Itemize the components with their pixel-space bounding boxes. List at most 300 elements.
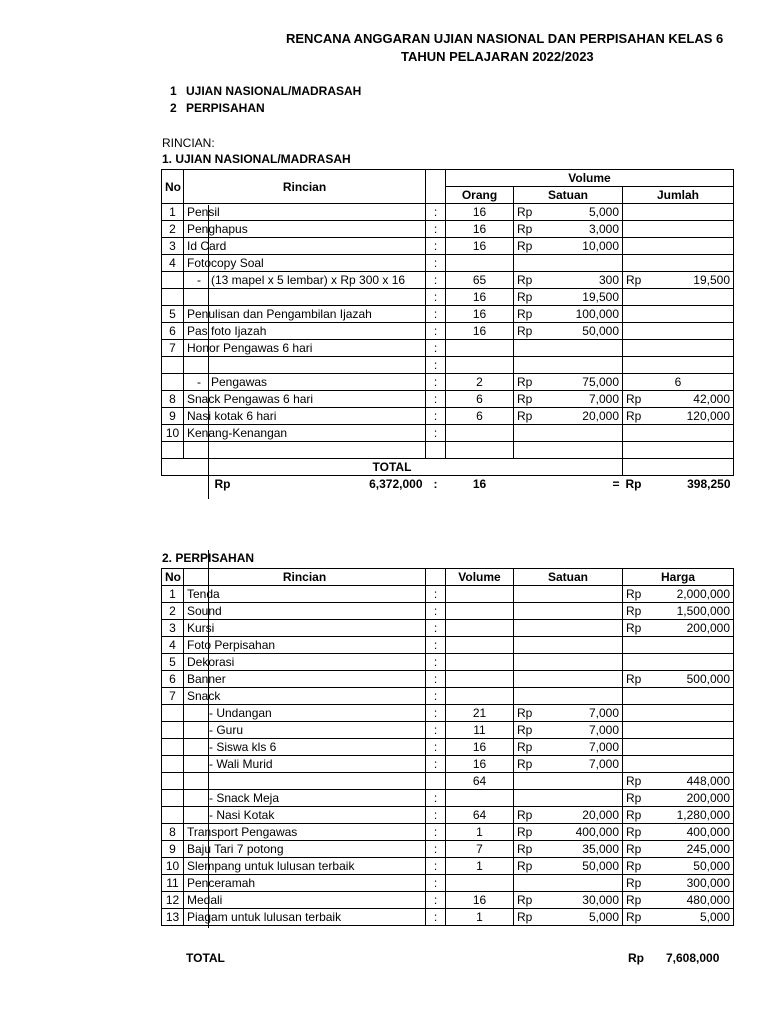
row-no: 3 bbox=[162, 620, 184, 637]
table-row bbox=[162, 255, 734, 272]
row-colon: : bbox=[426, 603, 446, 620]
section-2-total-label: TOTAL bbox=[186, 951, 225, 965]
harga-value: 500,000 bbox=[686, 672, 730, 686]
header2-no: No bbox=[162, 569, 184, 586]
row-name: Foto Perpisahan bbox=[184, 637, 426, 654]
row-name: Kenang-Kenangan bbox=[184, 425, 426, 442]
harga-rp: Rp bbox=[626, 672, 642, 686]
harga-rp: Rp bbox=[626, 859, 642, 873]
row-colon: : bbox=[426, 688, 446, 705]
row-colon: : bbox=[426, 323, 446, 340]
row-jumlah bbox=[623, 425, 734, 442]
empty-cell bbox=[162, 442, 184, 459]
row-satuan bbox=[514, 272, 623, 289]
row-colon: : bbox=[426, 204, 446, 221]
row-no bbox=[162, 272, 184, 289]
row-harga bbox=[623, 824, 734, 841]
jumlah-value: 120,000 bbox=[686, 409, 730, 423]
harga-rp: Rp bbox=[626, 587, 642, 601]
satuan-value: 5,000 bbox=[588, 205, 619, 219]
row-orang: 16 bbox=[446, 204, 514, 221]
summary-total-value: 6,372,000 bbox=[369, 477, 423, 491]
row-name-text: Pengawas bbox=[211, 375, 268, 389]
row-volume: 16 bbox=[446, 739, 514, 756]
row-sub-name: - Guru bbox=[209, 723, 244, 737]
harga-rp: Rp bbox=[626, 791, 642, 805]
row-colon: : bbox=[426, 586, 446, 603]
header2-harga: Harga bbox=[623, 569, 734, 586]
row-satuan bbox=[514, 357, 623, 374]
harga-value: 400,000 bbox=[686, 825, 730, 839]
harga-rp: Rp bbox=[626, 825, 642, 839]
row-jumlah bbox=[623, 204, 734, 221]
row-satuan bbox=[514, 586, 623, 603]
row-colon: : bbox=[426, 425, 446, 442]
row-satuan bbox=[514, 221, 623, 238]
row-orang bbox=[446, 340, 514, 357]
table-row bbox=[162, 238, 734, 255]
harga-value: 300,000 bbox=[686, 876, 730, 890]
row-no: 9 bbox=[162, 841, 184, 858]
row-satuan bbox=[514, 688, 623, 705]
row-orang: 6 bbox=[446, 408, 514, 425]
row-satuan bbox=[514, 603, 623, 620]
row-orang: 16 bbox=[446, 221, 514, 238]
row-no: 6 bbox=[162, 323, 184, 340]
header-rincian: Rincian bbox=[184, 170, 426, 204]
empty-cell bbox=[514, 442, 623, 459]
per-person-value: 398,250 bbox=[687, 477, 731, 491]
row-harga bbox=[623, 807, 734, 824]
table-row bbox=[162, 892, 734, 909]
row-no: 8 bbox=[162, 824, 184, 841]
row-orang: 2 bbox=[446, 374, 514, 391]
row-harga bbox=[623, 603, 734, 620]
satuan-value: 300 bbox=[598, 273, 619, 287]
row-colon: : bbox=[426, 739, 446, 756]
satuan-rp: Rp bbox=[517, 740, 533, 754]
row-no: 4 bbox=[162, 637, 184, 654]
row-name: Piagam untuk lulusan terbaik bbox=[184, 909, 426, 926]
doc-subtitle: TAHUN PELAJARAN 2022/2023 bbox=[401, 49, 594, 64]
satuan-rp: Rp bbox=[517, 392, 533, 406]
satuan-value: 7,000 bbox=[588, 392, 619, 406]
row-colon: : bbox=[426, 255, 446, 272]
satuan-value: 50,000 bbox=[582, 324, 619, 338]
satuan-rp: Rp bbox=[517, 706, 533, 720]
row-satuan bbox=[514, 875, 623, 892]
row-harga bbox=[623, 892, 734, 909]
row-no bbox=[162, 739, 184, 756]
row-name bbox=[184, 790, 426, 807]
table-row bbox=[162, 773, 734, 790]
row-satuan bbox=[514, 306, 623, 323]
harga-rp: Rp bbox=[626, 876, 642, 890]
table-row bbox=[162, 221, 734, 238]
row-harga bbox=[623, 875, 734, 892]
stray-line-1 bbox=[208, 205, 209, 499]
empty-cell bbox=[184, 442, 426, 459]
harga-value: 245,000 bbox=[686, 842, 730, 856]
satuan-value: 30,000 bbox=[582, 893, 619, 907]
row-colon: : bbox=[426, 807, 446, 824]
satuan-rp: Rp bbox=[517, 290, 533, 304]
section-1-table bbox=[161, 169, 734, 492]
summary-eq: = bbox=[612, 477, 620, 491]
row-satuan bbox=[514, 824, 623, 841]
harga-value: 50,000 bbox=[693, 859, 730, 873]
harga-value: 1,500,000 bbox=[676, 604, 730, 618]
row-sub-name: - Siswa kls 6 bbox=[209, 740, 277, 754]
row-no: 4 bbox=[162, 255, 184, 272]
empty-cell bbox=[162, 476, 184, 493]
row-name-text: (13 mapel x 5 lembar) x Rp 300 x 16 bbox=[211, 273, 406, 287]
satuan-value: 7,000 bbox=[588, 757, 619, 771]
row-harga bbox=[623, 671, 734, 688]
item-1-no: 1 bbox=[170, 84, 177, 98]
satuan-value: 5,000 bbox=[588, 910, 619, 924]
row-name: Snack Pengawas 6 hari bbox=[184, 391, 426, 408]
harga-value: 2,000,000 bbox=[676, 587, 730, 601]
row-jumlah bbox=[623, 255, 734, 272]
satuan-rp: Rp bbox=[517, 910, 533, 924]
row-satuan bbox=[514, 340, 623, 357]
jumlah-value: 42,000 bbox=[693, 392, 730, 406]
item-1-label: UJIAN NASIONAL/MADRASAH bbox=[186, 84, 362, 98]
row-colon: : bbox=[426, 272, 446, 289]
row-volume: 1 bbox=[446, 824, 514, 841]
header-volume: Volume bbox=[446, 170, 734, 187]
satuan-value: 75,000 bbox=[582, 375, 619, 389]
row-name: Transport Pengawas bbox=[184, 824, 426, 841]
row-name: Penceramah bbox=[184, 875, 426, 892]
row-no: 13 bbox=[162, 909, 184, 926]
row-jumlah bbox=[623, 340, 734, 357]
header2-rincian: Rincian bbox=[184, 569, 426, 586]
row-colon: : bbox=[426, 306, 446, 323]
table-row bbox=[162, 739, 734, 756]
row-satuan bbox=[514, 289, 623, 306]
row-satuan bbox=[514, 255, 623, 272]
jumlah-value: 19,500 bbox=[693, 273, 730, 287]
row-no: 3 bbox=[162, 238, 184, 255]
row-name bbox=[184, 272, 426, 289]
table-row bbox=[162, 875, 734, 892]
row-harga bbox=[623, 688, 734, 705]
row-volume: 16 bbox=[446, 756, 514, 773]
row-satuan bbox=[514, 739, 623, 756]
satuan-rp: Rp bbox=[517, 808, 533, 822]
satuan-rp: Rp bbox=[517, 307, 533, 321]
section-2-table bbox=[161, 568, 734, 926]
table-row bbox=[162, 671, 734, 688]
row-no: 5 bbox=[162, 654, 184, 671]
row-colon: : bbox=[426, 221, 446, 238]
row-satuan bbox=[514, 892, 623, 909]
row-no: 9 bbox=[162, 408, 184, 425]
row-satuan bbox=[514, 238, 623, 255]
harga-value: 200,000 bbox=[686, 791, 730, 805]
satuan-value: 50,000 bbox=[582, 859, 619, 873]
row-satuan bbox=[514, 425, 623, 442]
harga-value: 1,280,000 bbox=[676, 808, 730, 822]
harga-rp: Rp bbox=[626, 604, 642, 618]
header-jumlah: Jumlah bbox=[623, 187, 734, 204]
row-volume: 21 bbox=[446, 705, 514, 722]
row-colon: : bbox=[426, 357, 446, 374]
satuan-rp: Rp bbox=[517, 324, 533, 338]
row-satuan bbox=[514, 722, 623, 739]
empty-cell bbox=[623, 459, 734, 476]
total-row bbox=[162, 459, 734, 476]
table-row bbox=[162, 688, 734, 705]
row-colon: : bbox=[426, 391, 446, 408]
row-name: Penghapus bbox=[184, 221, 426, 238]
row-no: 12 bbox=[162, 892, 184, 909]
row-name bbox=[184, 807, 426, 824]
row-no: 7 bbox=[162, 688, 184, 705]
row-no: 1 bbox=[162, 204, 184, 221]
summary-rp: Rp bbox=[214, 477, 231, 491]
row-jumlah bbox=[623, 357, 734, 374]
table-row bbox=[162, 909, 734, 926]
satuan-rp: Rp bbox=[517, 273, 533, 287]
table-row bbox=[162, 357, 734, 374]
row-harga bbox=[623, 620, 734, 637]
satuan-rp: Rp bbox=[517, 239, 533, 253]
row-volume: 11 bbox=[446, 722, 514, 739]
stray-line-2 bbox=[208, 550, 209, 928]
row-no: 6 bbox=[162, 671, 184, 688]
row-colon: : bbox=[426, 671, 446, 688]
empty-cell bbox=[623, 442, 734, 459]
row-volume: 7 bbox=[446, 841, 514, 858]
row-name: Baju Tari 7 potong bbox=[184, 841, 426, 858]
row-satuan bbox=[514, 790, 623, 807]
satuan-rp: Rp bbox=[517, 825, 533, 839]
row-colon: : bbox=[426, 374, 446, 391]
per-person-rp: Rp bbox=[625, 477, 642, 491]
row-colon: : bbox=[426, 824, 446, 841]
row-jumlah bbox=[623, 238, 734, 255]
row-no bbox=[162, 357, 184, 374]
row-orang: 16 bbox=[446, 289, 514, 306]
table-row bbox=[162, 824, 734, 841]
satuan-rp: Rp bbox=[517, 842, 533, 856]
row-no: 8 bbox=[162, 391, 184, 408]
row-volume bbox=[446, 637, 514, 654]
row-satuan bbox=[514, 374, 623, 391]
row-name: Tenda bbox=[184, 586, 426, 603]
harga-rp: Rp bbox=[626, 842, 642, 856]
row-orang: 65 bbox=[446, 272, 514, 289]
row-satuan bbox=[514, 858, 623, 875]
row-volume: 1 bbox=[446, 909, 514, 926]
table-row bbox=[162, 620, 734, 637]
row-harga bbox=[623, 756, 734, 773]
row-satuan bbox=[514, 654, 623, 671]
table-row bbox=[162, 442, 734, 459]
table-row bbox=[162, 272, 734, 289]
section-1-heading: 1. UJIAN NASIONAL/MADRASAH bbox=[162, 152, 351, 166]
row-volume bbox=[446, 688, 514, 705]
header2-satuan: Satuan bbox=[514, 569, 623, 586]
jumlah-rp: Rp bbox=[626, 409, 642, 423]
row-no: 7 bbox=[162, 340, 184, 357]
satuan-rp: Rp bbox=[517, 859, 533, 873]
satuan-rp: Rp bbox=[517, 757, 533, 771]
satuan-rp: Rp bbox=[517, 893, 533, 907]
table-row bbox=[162, 306, 734, 323]
row-colon bbox=[426, 773, 446, 790]
satuan-value: 20,000 bbox=[582, 808, 619, 822]
row-colon: : bbox=[426, 705, 446, 722]
row-sub-name: - Snack Meja bbox=[209, 791, 280, 805]
harga-value: 448,000 bbox=[686, 774, 730, 788]
row-name: Banner bbox=[184, 671, 426, 688]
row-name: Pas foto Ijazah bbox=[184, 323, 426, 340]
row-colon: : bbox=[426, 858, 446, 875]
row-no bbox=[162, 289, 184, 306]
row-name: Id Card bbox=[184, 238, 426, 255]
satuan-value: 100,000 bbox=[575, 307, 619, 321]
rincian-label: RINCIAN: bbox=[162, 136, 215, 150]
harga-rp: Rp bbox=[626, 910, 642, 924]
row-orang: 16 bbox=[446, 306, 514, 323]
row-colon: : bbox=[426, 238, 446, 255]
row-dash: - bbox=[197, 273, 201, 287]
satuan-rp: Rp bbox=[517, 222, 533, 236]
row-name: Sound bbox=[184, 603, 426, 620]
section-1-total-label: TOTAL bbox=[162, 459, 623, 476]
section-2-total-rp: Rp bbox=[628, 951, 644, 965]
section-2-total-value: 7,608,000 bbox=[666, 951, 720, 965]
header-no: No bbox=[162, 170, 184, 204]
table-row bbox=[162, 323, 734, 340]
row-no bbox=[162, 722, 184, 739]
row-volume: 1 bbox=[446, 858, 514, 875]
row-no bbox=[162, 773, 184, 790]
row-harga bbox=[623, 858, 734, 875]
row-name bbox=[184, 739, 426, 756]
summary-colon: : bbox=[433, 477, 438, 491]
row-jumlah bbox=[623, 272, 734, 289]
table-row bbox=[162, 374, 734, 391]
table-row bbox=[162, 654, 734, 671]
row-harga bbox=[623, 705, 734, 722]
harga-value: 200,000 bbox=[686, 621, 730, 635]
row-name: Kursi bbox=[184, 620, 426, 637]
satuan-value: 20,000 bbox=[582, 409, 619, 423]
row-satuan bbox=[514, 705, 623, 722]
header-orang: Orang bbox=[446, 187, 514, 204]
row-volume: 64 bbox=[446, 773, 514, 790]
row-name: Nasi kotak 6 hari bbox=[184, 408, 426, 425]
row-name: Pensil bbox=[184, 204, 426, 221]
row-no: 11 bbox=[162, 875, 184, 892]
jumlah-rp: Rp bbox=[626, 392, 642, 406]
table-row bbox=[162, 425, 734, 442]
row-volume bbox=[446, 671, 514, 688]
harga-rp: Rp bbox=[626, 621, 642, 635]
table-row bbox=[162, 756, 734, 773]
row-harga bbox=[623, 790, 734, 807]
satuan-rp: Rp bbox=[517, 409, 533, 423]
row-no: 10 bbox=[162, 858, 184, 875]
row-satuan bbox=[514, 408, 623, 425]
row-satuan bbox=[514, 391, 623, 408]
table-row bbox=[162, 790, 734, 807]
table-row bbox=[162, 841, 734, 858]
row-colon: : bbox=[426, 637, 446, 654]
satuan-value: 7,000 bbox=[588, 740, 619, 754]
row-name bbox=[184, 722, 426, 739]
row-name: Dekorasi bbox=[184, 654, 426, 671]
row-harga bbox=[623, 739, 734, 756]
row-no bbox=[162, 790, 184, 807]
table-row bbox=[162, 603, 734, 620]
row-colon: : bbox=[426, 790, 446, 807]
row-name: Slempang untuk lulusan terbaik bbox=[184, 858, 426, 875]
row-satuan bbox=[514, 671, 623, 688]
row-harga bbox=[623, 586, 734, 603]
section-2-heading: 2. PERPISAHAN bbox=[162, 551, 255, 565]
row-name bbox=[184, 773, 426, 790]
row-satuan bbox=[514, 204, 623, 221]
row-no bbox=[162, 756, 184, 773]
row-sub-name: - Wali Murid bbox=[209, 757, 273, 771]
row-name bbox=[184, 357, 426, 374]
row-volume: 16 bbox=[446, 892, 514, 909]
row-harga bbox=[623, 773, 734, 790]
row-harga bbox=[623, 841, 734, 858]
row-jumlah bbox=[623, 306, 734, 323]
row-volume bbox=[446, 620, 514, 637]
row-volume bbox=[446, 875, 514, 892]
summary-total bbox=[184, 476, 426, 493]
row-no: 5 bbox=[162, 306, 184, 323]
row-name bbox=[184, 374, 426, 391]
row-no bbox=[162, 807, 184, 824]
row-satuan bbox=[514, 620, 623, 637]
row-colon: : bbox=[426, 620, 446, 637]
row-satuan bbox=[514, 637, 623, 654]
harga-rp: Rp bbox=[626, 893, 642, 907]
row-satuan bbox=[514, 773, 623, 790]
summary-orang: 16 bbox=[472, 477, 487, 491]
row-name bbox=[184, 289, 426, 306]
row-colon: : bbox=[426, 654, 446, 671]
satuan-value: 35,000 bbox=[582, 842, 619, 856]
satuan-value: 10,000 bbox=[582, 239, 619, 253]
row-colon: : bbox=[426, 340, 446, 357]
row-sub-name: - Nasi Kotak bbox=[209, 808, 275, 822]
row-volume bbox=[446, 654, 514, 671]
row-volume: 64 bbox=[446, 807, 514, 824]
row-orang bbox=[446, 425, 514, 442]
row-name: Penulisan dan Pengambilan Ijazah bbox=[184, 306, 426, 323]
row-jumlah: 6 bbox=[623, 374, 734, 391]
table-row bbox=[162, 722, 734, 739]
satuan-rp: Rp bbox=[517, 723, 533, 737]
table-row bbox=[162, 705, 734, 722]
satuan-value: 7,000 bbox=[588, 706, 619, 720]
row-dash: - bbox=[197, 375, 201, 389]
row-harga bbox=[623, 654, 734, 671]
row-volume bbox=[446, 790, 514, 807]
summary-row bbox=[162, 476, 734, 493]
satuan-value: 19,500 bbox=[582, 290, 619, 304]
